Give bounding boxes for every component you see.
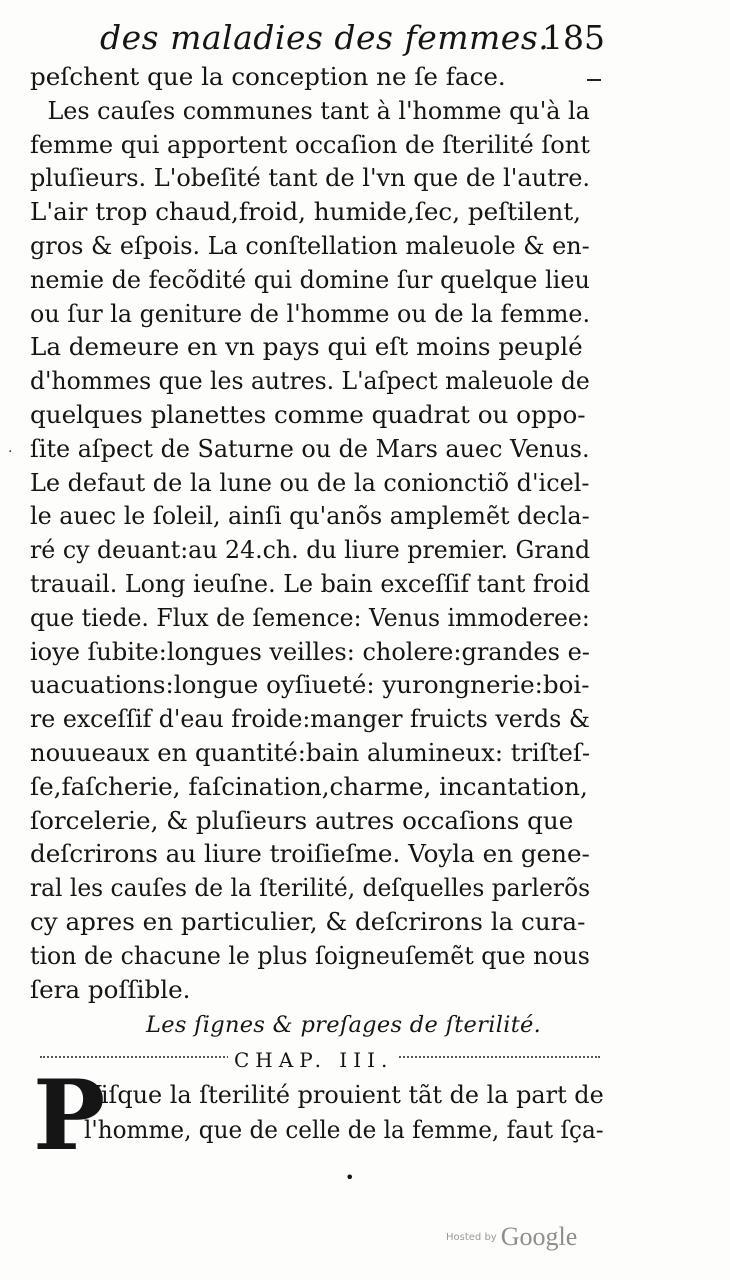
google-logo: Google <box>500 1222 578 1251</box>
page-number: 185 <box>542 18 605 57</box>
text-line: nemie de fecõdité qui domine ſur quelque lieu <box>30 264 590 294</box>
margin-mark: · <box>8 444 13 460</box>
text-line: L'air trop chaud,froid, humide,ſec, peſtilent, <box>30 197 581 227</box>
text-line: femme qui apportent occaſion de ſterilité ſont <box>30 129 590 159</box>
text-line: quelques planettes comme quadrat ou oppo- <box>30 399 586 429</box>
text-line: pluſieurs. L'obeſité tant de l'vn que de l'autre. <box>30 163 591 193</box>
text-line: ſe,faſcherie, faſcination,charme, incantation, <box>30 771 588 801</box>
text-line: gros & eſpois. La conſtellation maleuole & en- <box>30 230 590 260</box>
text-line: l'homme, que de celle de la femme, faut ſça- <box>84 1115 604 1144</box>
text-line: Le defaut de la lune ou de la conionctiõ d'icel- <box>30 467 590 497</box>
chapter-label: CHAP. III. <box>228 1048 399 1072</box>
text-line: Viſque la ſterilité prouient tãt de la part de <box>84 1080 604 1109</box>
text-line: ſite aſpect de Saturne ou de Mars auec Venus. <box>30 433 590 463</box>
text-line: cy apres en particulier, & deſcrirons la cura- <box>30 906 586 936</box>
text-line: tion de chacune le plus ſoigneuſemẽt que nous <box>30 940 590 970</box>
text-line: re exceſſif d'eau froide:manger fruicts verds & <box>30 704 590 734</box>
text-line: ral les cauſes de la ſterilité, deſquelles parlerõs <box>30 873 591 903</box>
text-line: trauail. Long ieuſne. Le bain exceſſif tant froid <box>30 568 591 598</box>
section-heading: Les ſignes & preſages de ſterilité. <box>146 1012 542 1038</box>
text-line: ſorcelerie, & pluſieurs autres occaſions que <box>30 805 574 835</box>
chapter-label-wrap <box>228 1048 399 1072</box>
body-text <box>30 60 590 1006</box>
drop-cap: P <box>33 1059 106 1172</box>
text-line: La demeure en vn pays qui eſt moins peuplé <box>30 332 583 362</box>
text-line: peſchent que la conception ne ſe face. <box>30 62 506 91</box>
text-line: uacuations:longue oyſiueté: yurongnerie:boi- <box>30 670 590 700</box>
text-line: le auec le ſoleil, ainſi qu'anõs amplemẽt decla- <box>30 501 590 531</box>
watermark-hosted-by: Hosted by <box>446 1231 497 1243</box>
running-title: des maladies des femmes. <box>100 18 550 57</box>
text-line: Les cauſes communes tant à l'homme qu'à la <box>47 95 590 125</box>
text-line: d'hommes que les autres. L'aſpect maleuole de <box>30 366 590 396</box>
text-line: ou ſur la geniture de l'homme ou de la femme. <box>30 298 591 328</box>
chapter-body <box>84 1077 604 1147</box>
page-bullet: • <box>345 1168 355 1187</box>
text-line: nouueaux en quantité:bain alumineux: triſteſ- <box>30 737 591 767</box>
text-line: que tiede. Flux de ſemence: Venus immoderee: <box>30 602 590 632</box>
text-line: ſera poſſible. <box>30 974 191 1004</box>
text-line: ré cy deuant:au 24.ch. du liure premier. Grand <box>30 535 591 565</box>
text-line: deſcrirons au liure troiſieſme. Voyla en gene- <box>30 839 590 869</box>
watermark <box>446 1222 577 1252</box>
text-line: ioye ſubite:longues veilles: cholere:grandes e- <box>30 636 590 666</box>
